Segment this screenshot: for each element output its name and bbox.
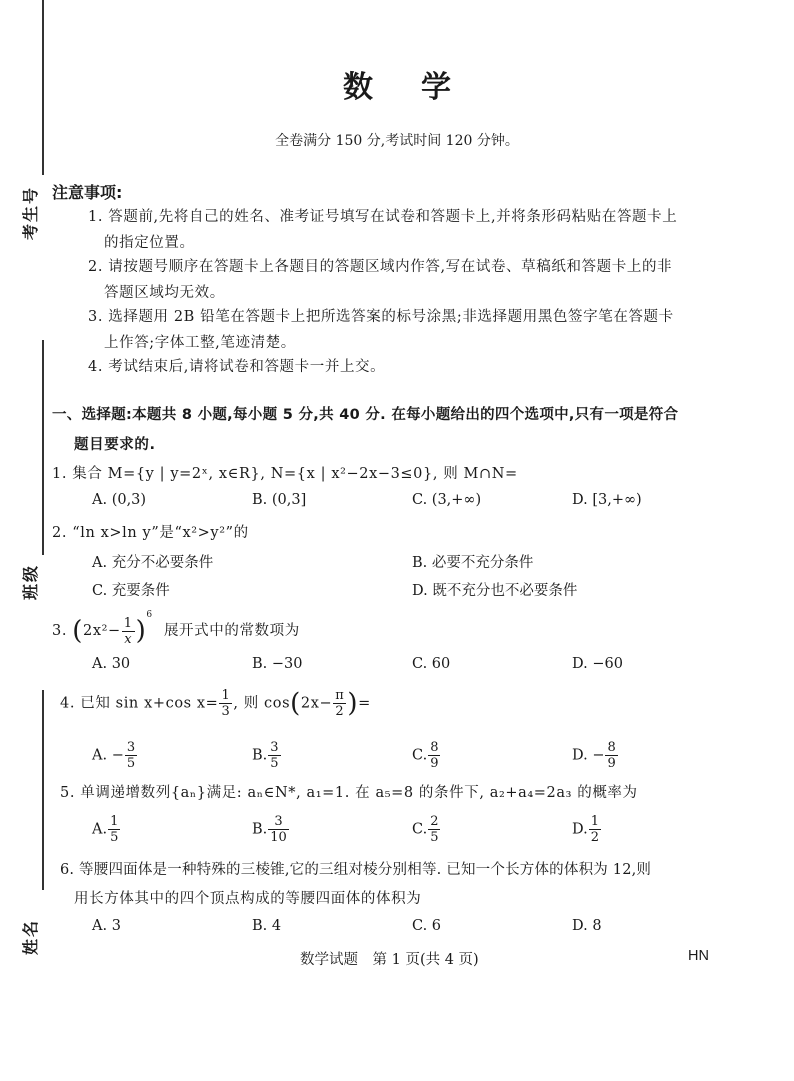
section-heading: 一、选择题:本题共 8 小题,每小题 5 分,共 40 分. 在每小题给出的四个选项中,只有一项是符合	[52, 407, 679, 423]
q3-tail: 展开式中的常数项为	[163, 623, 300, 639]
question-3-stem	[52, 610, 300, 647]
q6-option-b: B. 4	[252, 918, 282, 934]
page-footer: 数学试题 第 1 页(共 4 页)	[300, 952, 479, 968]
notice-line: 2. 请按题号顺序在答题卡上各题目的答题区域内作答,写在试卷、草稿纸和答题卡上的非	[88, 259, 673, 275]
q3-frac-den: x	[124, 631, 133, 647]
q3-frac-num: 1	[123, 615, 133, 631]
q5-c-num: 2	[430, 814, 439, 829]
q4-b-den: 5	[270, 756, 279, 771]
q4-option-c	[412, 740, 441, 771]
q5-option-d	[572, 814, 602, 845]
q2-option-a: A. 充分不必要条件	[92, 555, 214, 571]
question-6-stem-cont: 用长方体其中的四个顶点构成的等腰四面体的体积为	[74, 891, 422, 907]
question-5-stem: 5. 单调递增数列{aₙ}满足: aₙ∈N*, a₁=1. 在 a₅=8 的条件下, a₂+a₄=2a₃ 的概率为	[60, 785, 638, 801]
q3-option-a: A. 30	[92, 656, 131, 672]
q4-option-d	[572, 740, 619, 771]
section-heading-cont: 题目要求的.	[74, 437, 156, 453]
q4-pi-fraction	[333, 688, 346, 719]
q4-a-num: 3	[126, 740, 136, 755]
notice-heading: 注意事项:	[52, 183, 123, 202]
q5-a-fraction	[108, 814, 120, 845]
q5-d-fraction	[589, 814, 601, 845]
q6-option-d: D. 8	[572, 918, 602, 934]
q4-end: =	[358, 695, 371, 712]
question-4-stem	[60, 688, 371, 719]
q5-a-prefix: A.	[92, 821, 108, 838]
q3-fraction	[122, 616, 135, 647]
q2-option-b: B. 必要不充分条件	[412, 555, 534, 571]
q5-d-prefix: D.	[572, 821, 588, 838]
q1-option-d: D. [3,+∞)	[572, 492, 642, 508]
q5-a-den: 5	[110, 830, 119, 845]
q1-option-c: C. (3,+∞)	[412, 492, 482, 508]
q5-d-num: 1	[590, 814, 599, 829]
q4-c-den: 9	[430, 756, 439, 771]
q4-mid: , 则 cos	[233, 695, 291, 712]
q1-option-a: A. (0,3)	[92, 492, 147, 508]
q3-option-d: D. −60	[572, 656, 623, 672]
q4-c-num: 8	[430, 740, 439, 755]
q4-pi-num: π	[335, 688, 345, 703]
q4-fraction	[219, 688, 232, 719]
q4-a-fraction	[125, 740, 137, 771]
q5-b-num: 3	[268, 814, 289, 830]
q4-pre: 4. 已知 sin x+cos x=	[60, 695, 219, 712]
q3-number: 3.	[52, 623, 68, 639]
notice-line: 的指定位置。	[104, 235, 195, 251]
notice-line: 上作答;字体工整,笔迹清楚。	[104, 335, 296, 351]
q3-power: 6	[146, 610, 153, 620]
right-paren: )	[135, 616, 147, 646]
right-paren: )	[347, 688, 359, 719]
q5-a-num: 1	[110, 814, 119, 829]
q4-option-a	[92, 740, 138, 771]
q4-frac-den: 3	[221, 704, 231, 719]
q5-c-fraction	[428, 814, 440, 845]
question-6-stem: 6. 等腰四面体是一种特殊的三棱锥,它的三组对棱分别相等. 已知一个长方体的体积为 12,则	[60, 862, 652, 878]
q6-option-a: A. 3	[92, 918, 121, 934]
question-2-stem: 2. “ln x>ln y”是“x²>y²”的	[52, 525, 249, 541]
q3-option-c: C. 60	[412, 656, 451, 672]
q5-d-den: 2	[590, 830, 599, 845]
q4-d-den: 9	[607, 756, 616, 771]
region-code: HN	[688, 948, 709, 964]
q1-option-b: B. (0,3]	[252, 492, 307, 508]
page-title: 数学	[343, 70, 499, 105]
q4-c-fraction	[428, 740, 440, 771]
q2-option-d: D. 既不充分也不必要条件	[412, 583, 578, 599]
q4-b-prefix: B.	[252, 747, 268, 764]
q5-b-fraction	[268, 814, 289, 845]
q5-option-c	[412, 814, 441, 845]
margin-line-middle	[42, 340, 44, 555]
q4-pi-den: 2	[335, 704, 345, 719]
q4-d-num: 8	[607, 740, 616, 755]
q4-inner: 2x−	[300, 695, 333, 712]
q2-option-c: C. 充要条件	[92, 583, 170, 599]
q4-c-prefix: C.	[412, 747, 428, 764]
q4-d-fraction	[605, 740, 617, 771]
q4-a-prefix: A. −	[92, 747, 124, 764]
left-paren: (	[72, 616, 84, 646]
question-1-stem: 1. 集合 M={y | y=2ˣ, x∈R}, N={x | x²−2x−3≤0}, 则 M∩N=	[52, 466, 518, 482]
q5-c-prefix: C.	[412, 821, 428, 838]
notice-line: 4. 考试结束后,请将试卷和答题卡一并上交。	[88, 359, 386, 375]
q5-b-den: 10	[270, 830, 287, 845]
q4-b-fraction	[268, 740, 280, 771]
name-label: 姓名	[21, 918, 40, 955]
q4-frac-num: 1	[221, 688, 231, 703]
q3-option-b: B. −30	[252, 656, 303, 672]
exam-info: 全卷满分 150 分,考试时间 120 分钟。	[275, 133, 519, 149]
notice-line: 1. 答题前,先将自己的姓名、准考证号填写在试卷和答题卡上,并将条形码粘贴在答题卡上	[88, 209, 678, 225]
q5-b-prefix: B.	[252, 821, 268, 838]
q3-base: 2x²−	[83, 623, 121, 639]
class-label: 班级	[21, 563, 40, 600]
notice-line: 3. 选择题用 2B 铅笔在答题卡上把所选答案的标号涂黑;非选择题用黑色签字笔在答题卡	[88, 309, 674, 325]
q5-c-den: 5	[430, 830, 439, 845]
notice-line: 答题区域均无效。	[104, 285, 225, 301]
q4-d-prefix: D. −	[572, 747, 605, 764]
exam-number-label: 考生号	[21, 185, 40, 240]
margin-line-lower	[42, 690, 44, 890]
left-paren: (	[290, 688, 301, 719]
q6-option-c: C. 6	[412, 918, 442, 934]
q4-a-den: 5	[126, 756, 136, 771]
q5-option-b	[252, 814, 290, 845]
q4-b-num: 3	[270, 740, 279, 755]
q5-option-a	[92, 814, 121, 845]
q4-option-b	[252, 740, 282, 771]
